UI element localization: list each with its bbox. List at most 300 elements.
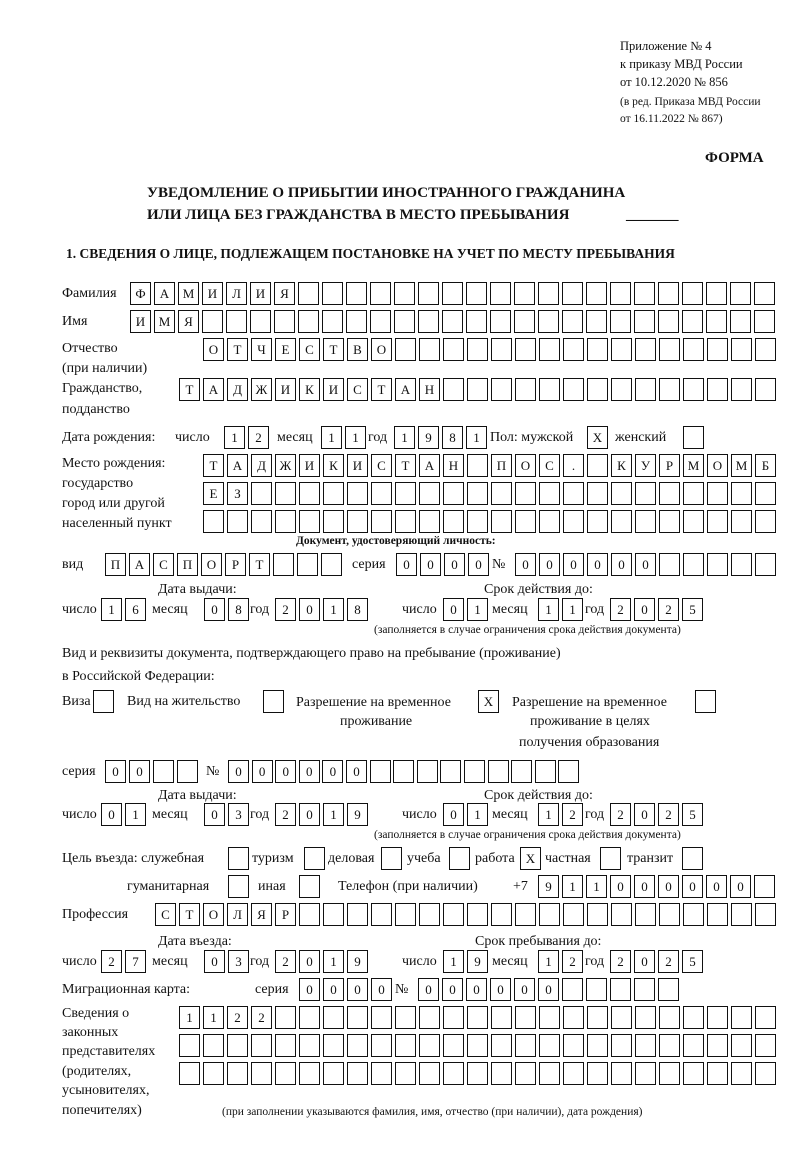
profession-box[interactable]: С [155,903,176,926]
reps-3-box[interactable] [179,1062,200,1085]
reps-3-box[interactable] [683,1062,704,1085]
purpose-business-box[interactable] [381,847,402,870]
birth-place-2-box[interactable] [371,482,392,505]
mig-number-box[interactable] [610,978,631,1001]
doc-issue-year-box[interactable]: 0 [299,598,320,621]
surname-box[interactable]: И [202,282,223,305]
temp-residence-box[interactable]: X [478,690,499,713]
name-box[interactable] [586,310,607,333]
reps-3-box[interactable] [275,1062,296,1085]
name-box[interactable] [514,310,535,333]
phone-box[interactable]: 0 [634,875,655,898]
patronymic-box[interactable] [443,338,464,361]
name-box[interactable] [538,310,559,333]
right-valid-year-box[interactable]: 0 [634,803,655,826]
citizenship-box[interactable] [443,378,464,401]
doc-number-box[interactable]: 0 [611,553,632,576]
right-valid-month-box[interactable]: 1 [538,803,559,826]
profession-box[interactable]: Т [179,903,200,926]
doc-kind-box[interactable]: П [105,553,126,576]
birth-place-2-box[interactable] [539,482,560,505]
name-box[interactable] [730,310,751,333]
entry-year-box[interactable]: 0 [299,950,320,973]
reps-2-box[interactable] [395,1034,416,1057]
reps-3-box[interactable] [491,1062,512,1085]
name-box[interactable] [442,310,463,333]
doc-number-box[interactable] [731,553,752,576]
birth-place-1-box[interactable]: С [539,454,560,477]
reps-2-box[interactable] [683,1034,704,1057]
reps-2-box[interactable] [491,1034,512,1057]
name-box[interactable] [394,310,415,333]
surname-box[interactable] [490,282,511,305]
mig-series-box[interactable]: 0 [299,978,320,1001]
stay-day-box[interactable]: 9 [467,950,488,973]
patronymic-box[interactable] [395,338,416,361]
doc-kind-box[interactable] [273,553,294,576]
phone-box[interactable]: 1 [586,875,607,898]
birth-year-box[interactable]: 1 [466,426,487,449]
birth-place-3-box[interactable] [371,510,392,533]
reps-2-box[interactable] [275,1034,296,1057]
reps-2-box[interactable] [323,1034,344,1057]
reps-1-box[interactable] [275,1006,296,1029]
reps-1-box[interactable] [443,1006,464,1029]
reps-3-box[interactable] [419,1062,440,1085]
stay-year-box[interactable]: 2 [658,950,679,973]
right-issue-day-box[interactable]: 1 [125,803,146,826]
right-series-box[interactable] [153,760,174,783]
reps-1-box[interactable] [323,1006,344,1029]
doc-valid-year-box[interactable]: 2 [658,598,679,621]
reps-3-box[interactable] [635,1062,656,1085]
birth-place-3-box[interactable] [443,510,464,533]
birth-place-1-box[interactable]: А [419,454,440,477]
surname-box[interactable]: Л [226,282,247,305]
reps-3-box[interactable] [467,1062,488,1085]
reps-2-box[interactable] [347,1034,368,1057]
birth-place-1-box[interactable]: Т [395,454,416,477]
entry-month-box[interactable]: 3 [228,950,249,973]
surname-box[interactable]: И [250,282,271,305]
mig-number-box[interactable]: 0 [442,978,463,1001]
reps-3-box[interactable] [227,1062,248,1085]
birth-place-3-box[interactable] [299,510,320,533]
doc-series-box[interactable]: 0 [420,553,441,576]
surname-box[interactable] [418,282,439,305]
reps-3-box[interactable] [515,1062,536,1085]
reps-2-box[interactable] [707,1034,728,1057]
birth-place-3-box[interactable] [419,510,440,533]
reps-2-box[interactable] [587,1034,608,1057]
mig-series-box[interactable]: 0 [371,978,392,1001]
phone-box[interactable]: 0 [706,875,727,898]
phone-box[interactable]: 1 [562,875,583,898]
mig-number-box[interactable] [562,978,583,1001]
mig-number-box[interactable]: 0 [466,978,487,1001]
name-box[interactable] [634,310,655,333]
temp-residence-edu-box[interactable] [695,690,716,713]
citizenship-box[interactable]: Т [179,378,200,401]
birth-place-3-box[interactable] [491,510,512,533]
name-box[interactable] [370,310,391,333]
birth-place-3-box[interactable] [707,510,728,533]
birth-place-2-box[interactable] [323,482,344,505]
surname-box[interactable] [322,282,343,305]
reps-1-box[interactable] [707,1006,728,1029]
doc-issue-year-box[interactable]: 1 [323,598,344,621]
patronymic-box[interactable]: С [299,338,320,361]
doc-valid-month-box[interactable]: 1 [562,598,583,621]
birth-day-box[interactable]: 2 [248,426,269,449]
reps-3-box[interactable] [395,1062,416,1085]
reps-3-box[interactable] [587,1062,608,1085]
surname-box[interactable] [514,282,535,305]
patronymic-box[interactable]: Ч [251,338,272,361]
surname-box[interactable] [298,282,319,305]
reps-2-box[interactable] [443,1034,464,1057]
doc-number-box[interactable]: 0 [563,553,584,576]
patronymic-box[interactable] [515,338,536,361]
doc-valid-year-box[interactable]: 2 [610,598,631,621]
birth-year-box[interactable]: 1 [394,426,415,449]
doc-series-box[interactable]: 0 [396,553,417,576]
reps-2-box[interactable] [563,1034,584,1057]
birth-place-3-box[interactable] [563,510,584,533]
birth-place-1-box[interactable] [467,454,488,477]
surname-box[interactable]: А [154,282,175,305]
citizenship-box[interactable] [539,378,560,401]
reps-2-box[interactable] [515,1034,536,1057]
patronymic-box[interactable] [563,338,584,361]
purpose-private-box[interactable] [600,847,621,870]
patronymic-box[interactable]: О [203,338,224,361]
reps-1-box[interactable] [347,1006,368,1029]
birth-place-3-box[interactable] [635,510,656,533]
purpose-other-box[interactable] [299,875,320,898]
birth-place-2-box[interactable] [251,482,272,505]
birth-place-2-box[interactable] [467,482,488,505]
birth-place-3-box[interactable] [227,510,248,533]
right-number-box[interactable]: 0 [322,760,343,783]
birth-place-1-box[interactable]: Ж [275,454,296,477]
citizenship-box[interactable]: А [395,378,416,401]
birth-place-3-box[interactable] [659,510,680,533]
birth-place-2-box[interactable] [683,482,704,505]
profession-box[interactable] [419,903,440,926]
citizenship-box[interactable]: Ж [251,378,272,401]
right-number-box[interactable] [511,760,532,783]
citizenship-box[interactable] [611,378,632,401]
citizenship-box[interactable]: Т [371,378,392,401]
citizenship-box[interactable] [515,378,536,401]
birth-place-3-box[interactable] [587,510,608,533]
profession-box[interactable] [443,903,464,926]
birth-place-2-box[interactable] [587,482,608,505]
name-box[interactable] [754,310,775,333]
citizenship-box[interactable]: Н [419,378,440,401]
birth-place-2-box[interactable] [299,482,320,505]
citizenship-box[interactable] [587,378,608,401]
name-box[interactable] [610,310,631,333]
name-box[interactable]: М [154,310,175,333]
patronymic-box[interactable]: Т [227,338,248,361]
reps-2-box[interactable] [203,1034,224,1057]
phone-box[interactable]: 0 [682,875,703,898]
citizenship-box[interactable] [731,378,752,401]
right-valid-day-box[interactable]: 1 [467,803,488,826]
birth-place-1-box[interactable]: К [323,454,344,477]
birth-place-2-box[interactable] [707,482,728,505]
birth-place-2-box[interactable]: Е [203,482,224,505]
birth-place-2-box[interactable] [419,482,440,505]
birth-place-1-box[interactable]: М [731,454,752,477]
right-valid-day-box[interactable]: 0 [443,803,464,826]
stay-year-box[interactable]: 2 [610,950,631,973]
surname-box[interactable]: М [178,282,199,305]
profession-box[interactable] [347,903,368,926]
stay-year-box[interactable]: 0 [634,950,655,973]
doc-number-box[interactable] [659,553,680,576]
entry-day-box[interactable]: 2 [101,950,122,973]
surname-box[interactable] [706,282,727,305]
reps-2-box[interactable] [419,1034,440,1057]
right-number-box[interactable] [370,760,391,783]
patronymic-box[interactable] [683,338,704,361]
doc-series-box[interactable]: 0 [468,553,489,576]
patronymic-box[interactable] [539,338,560,361]
profession-box[interactable] [635,903,656,926]
doc-kind-box[interactable]: О [201,553,222,576]
citizenship-box[interactable]: И [275,378,296,401]
reps-1-box[interactable]: 2 [227,1006,248,1029]
reps-1-box[interactable] [563,1006,584,1029]
birth-place-2-box[interactable] [443,482,464,505]
reps-1-box[interactable] [755,1006,776,1029]
birth-place-2-box[interactable] [395,482,416,505]
mig-number-box[interactable] [586,978,607,1001]
right-issue-year-box[interactable]: 2 [275,803,296,826]
right-series-box[interactable]: 0 [105,760,126,783]
name-box[interactable] [298,310,319,333]
birth-place-3-box[interactable] [203,510,224,533]
surname-box[interactable] [658,282,679,305]
profession-box[interactable] [683,903,704,926]
phone-box[interactable]: 9 [538,875,559,898]
phone-box[interactable]: 0 [610,875,631,898]
surname-box[interactable] [466,282,487,305]
birth-place-2-box[interactable] [659,482,680,505]
reps-2-box[interactable] [179,1034,200,1057]
birth-place-1-box[interactable]: И [299,454,320,477]
stay-day-box[interactable]: 1 [443,950,464,973]
birth-place-3-box[interactable] [683,510,704,533]
right-valid-year-box[interactable]: 2 [610,803,631,826]
right-number-box[interactable]: 0 [346,760,367,783]
citizenship-box[interactable] [707,378,728,401]
patronymic-box[interactable] [467,338,488,361]
doc-number-box[interactable]: 0 [635,553,656,576]
patronymic-box[interactable]: В [347,338,368,361]
surname-box[interactable] [346,282,367,305]
doc-kind-box[interactable]: А [129,553,150,576]
citizenship-box[interactable]: А [203,378,224,401]
birth-place-3-box[interactable] [323,510,344,533]
birth-month-box[interactable]: 1 [321,426,342,449]
phone-box[interactable]: 0 [658,875,679,898]
birth-place-1-box[interactable]: С [371,454,392,477]
right-number-box[interactable] [464,760,485,783]
name-box[interactable] [682,310,703,333]
citizenship-box[interactable] [467,378,488,401]
doc-kind-box[interactable] [321,553,342,576]
right-issue-day-box[interactable]: 0 [101,803,122,826]
doc-kind-box[interactable] [297,553,318,576]
birth-place-2-box[interactable] [611,482,632,505]
reps-3-box[interactable] [707,1062,728,1085]
birth-place-1-box[interactable]: Р [659,454,680,477]
citizenship-box[interactable] [683,378,704,401]
birth-year-box[interactable]: 9 [418,426,439,449]
doc-number-box[interactable] [755,553,776,576]
birth-place-1-box[interactable]: . [563,454,584,477]
profession-box[interactable] [299,903,320,926]
doc-valid-year-box[interactable]: 5 [682,598,703,621]
patronymic-box[interactable] [731,338,752,361]
profession-box[interactable] [587,903,608,926]
citizenship-box[interactable] [563,378,584,401]
reps-2-box[interactable] [659,1034,680,1057]
profession-box[interactable] [467,903,488,926]
name-box[interactable] [202,310,223,333]
reps-3-box[interactable] [371,1062,392,1085]
doc-kind-box[interactable]: Т [249,553,270,576]
right-issue-year-box[interactable]: 1 [323,803,344,826]
doc-number-box[interactable] [707,553,728,576]
reps-2-box[interactable] [251,1034,272,1057]
right-number-box[interactable] [558,760,579,783]
right-number-box[interactable]: 0 [275,760,296,783]
purpose-humanitarian-box[interactable] [228,875,249,898]
birth-place-3-box[interactable] [395,510,416,533]
reps-1-box[interactable] [683,1006,704,1029]
residence-permit-box[interactable] [263,690,284,713]
reps-2-box[interactable] [755,1034,776,1057]
entry-year-box[interactable]: 9 [347,950,368,973]
name-box[interactable] [658,310,679,333]
entry-year-box[interactable]: 1 [323,950,344,973]
surname-box[interactable] [682,282,703,305]
mig-series-box[interactable]: 0 [347,978,368,1001]
reps-3-box[interactable] [203,1062,224,1085]
reps-3-box[interactable] [539,1062,560,1085]
stay-month-box[interactable]: 1 [538,950,559,973]
birth-place-2-box[interactable] [635,482,656,505]
right-issue-month-box[interactable]: 0 [204,803,225,826]
reps-2-box[interactable] [611,1034,632,1057]
birth-place-1-box[interactable]: О [515,454,536,477]
patronymic-box[interactable] [419,338,440,361]
mig-number-box[interactable]: 0 [514,978,535,1001]
mig-number-box[interactable]: 0 [538,978,559,1001]
visa-box[interactable] [93,690,114,713]
birth-place-1-box[interactable]: У [635,454,656,477]
patronymic-box[interactable] [635,338,656,361]
reps-1-box[interactable]: 1 [179,1006,200,1029]
citizenship-box[interactable]: С [347,378,368,401]
stay-month-box[interactable]: 2 [562,950,583,973]
right-number-box[interactable]: 0 [228,760,249,783]
profession-box[interactable]: Р [275,903,296,926]
reps-2-box[interactable] [299,1034,320,1057]
right-valid-month-box[interactable]: 2 [562,803,583,826]
profession-box[interactable] [539,903,560,926]
right-series-box[interactable] [177,760,198,783]
sex-male-box[interactable]: X [587,426,608,449]
right-valid-year-box[interactable]: 2 [658,803,679,826]
birth-place-2-box[interactable] [563,482,584,505]
patronymic-box[interactable] [611,338,632,361]
mig-number-box[interactable] [634,978,655,1001]
doc-issue-month-box[interactable]: 0 [204,598,225,621]
doc-number-box[interactable]: 0 [587,553,608,576]
reps-2-box[interactable] [731,1034,752,1057]
reps-1-box[interactable] [491,1006,512,1029]
doc-kind-box[interactable]: П [177,553,198,576]
reps-1-box[interactable]: 1 [203,1006,224,1029]
name-box[interactable] [250,310,271,333]
birth-place-1-box[interactable]: М [683,454,704,477]
surname-box[interactable] [586,282,607,305]
reps-3-box[interactable] [611,1062,632,1085]
surname-box[interactable] [730,282,751,305]
patronymic-box[interactable] [755,338,776,361]
profession-box[interactable] [707,903,728,926]
surname-box[interactable]: Я [274,282,295,305]
birth-place-1-box[interactable]: Т [203,454,224,477]
surname-box[interactable] [562,282,583,305]
mig-number-box[interactable]: 0 [418,978,439,1001]
doc-number-box[interactable]: 0 [515,553,536,576]
name-box[interactable] [226,310,247,333]
name-box[interactable] [706,310,727,333]
doc-issue-month-box[interactable]: 8 [228,598,249,621]
reps-1-box[interactable] [299,1006,320,1029]
birth-place-1-box[interactable]: И [347,454,368,477]
right-issue-month-box[interactable]: 3 [228,803,249,826]
reps-2-box[interactable] [539,1034,560,1057]
purpose-study-box[interactable] [449,847,470,870]
birth-place-3-box[interactable] [755,510,776,533]
reps-2-box[interactable] [371,1034,392,1057]
doc-kind-box[interactable]: С [153,553,174,576]
right-number-box[interactable] [393,760,414,783]
reps-3-box[interactable] [755,1062,776,1085]
reps-1-box[interactable] [371,1006,392,1029]
right-number-box[interactable]: 0 [252,760,273,783]
birth-month-box[interactable]: 1 [345,426,366,449]
sex-female-box[interactable] [683,426,704,449]
doc-issue-year-box[interactable]: 2 [275,598,296,621]
birth-place-2-box[interactable]: З [227,482,248,505]
reps-3-box[interactable] [563,1062,584,1085]
birth-place-2-box[interactable] [347,482,368,505]
right-number-box[interactable] [488,760,509,783]
stay-year-box[interactable]: 5 [682,950,703,973]
name-box[interactable]: И [130,310,151,333]
right-number-box[interactable] [417,760,438,783]
name-box[interactable] [322,310,343,333]
